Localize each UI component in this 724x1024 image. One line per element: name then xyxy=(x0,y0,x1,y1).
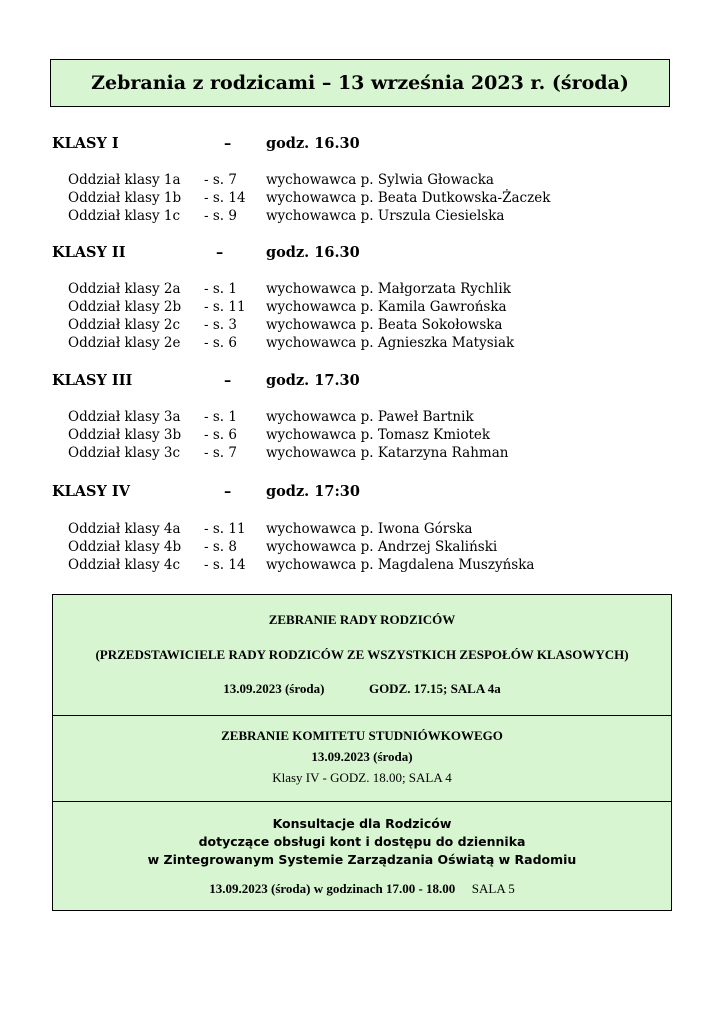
class-name: Oddział klasy 1a xyxy=(68,172,181,188)
teacher: wychowawca p. Beata Sokołowska xyxy=(266,317,503,333)
room: - s. 6 xyxy=(204,335,237,351)
group-dash: – xyxy=(224,372,232,389)
room: - s. 7 xyxy=(204,172,237,188)
room: - s. 8 xyxy=(204,539,237,555)
teacher: wychowawca p. Magdalena Muszyńska xyxy=(266,557,535,573)
teacher: wychowawca p. Katarzyna Rahman xyxy=(266,445,509,461)
class-name: Oddział klasy 4a xyxy=(68,521,181,537)
konsultacje-line-3: w Zintegrowanym Systemie Zarządzania Oświatą w Radomiu xyxy=(147,852,577,867)
room: - s. 7 xyxy=(204,445,237,461)
room: - s. 9 xyxy=(204,208,237,224)
studniowka-date: 13.09.2023 (środa) xyxy=(311,749,413,764)
group-dash: – xyxy=(224,483,232,500)
teacher: wychowawca p. Andrzej Skaliński xyxy=(266,539,498,555)
studniowka-title: ZEBRANIE KOMITETU STUDNIÓWKOWEGO xyxy=(221,728,503,743)
room: - s. 6 xyxy=(204,427,237,443)
rada-title: ZEBRANIE RADY RODZICÓW xyxy=(268,612,456,627)
teacher: wychowawca p. Iwona Górska xyxy=(266,521,473,537)
group-name: KLASY II xyxy=(52,244,126,261)
rada-subtitle: (PRZEDSTAWICIELE RADY RODZICÓW ZE WSZYSTKICH ZESPOŁÓW KLASOWYCH) xyxy=(95,647,629,662)
teacher: wychowawca p. Tomasz Kmiotek xyxy=(266,427,491,443)
class-name: Oddział klasy 4c xyxy=(68,557,181,573)
group-time: godz. 16.30 xyxy=(266,244,360,261)
list-item xyxy=(68,408,474,426)
group-time: godz. 17:30 xyxy=(266,483,360,500)
room: - s. 1 xyxy=(204,409,237,425)
list-item xyxy=(68,189,551,207)
teacher: wychowawca p. Beata Dutkowska-Żaczek xyxy=(266,190,551,206)
teacher: wychowawca p. Kamila Gawrońska xyxy=(266,299,507,315)
class-name: Oddział klasy 3c xyxy=(68,445,181,461)
class-name: Oddział klasy 2a xyxy=(68,281,181,297)
class-name: Oddział klasy 2e xyxy=(68,335,181,351)
rada-time: GODZ. 17.15; SALA 4a xyxy=(368,681,501,696)
group-header-klasy-1 xyxy=(52,134,360,154)
list-item xyxy=(68,520,473,538)
teacher: wychowawca p. Sylwia Głowacka xyxy=(266,172,494,188)
class-name: Oddział klasy 1c xyxy=(68,208,181,224)
group-time: godz. 16.30 xyxy=(266,135,360,152)
list-item xyxy=(68,207,505,225)
list-item xyxy=(68,426,491,444)
group-header-klasy-3 xyxy=(52,371,360,391)
group-time: godz. 17.30 xyxy=(266,372,360,389)
teacher: wychowawca p. Urszula Ciesielska xyxy=(266,208,505,224)
studniowka-box xyxy=(52,715,672,802)
list-item xyxy=(68,334,515,352)
group-name: KLASY III xyxy=(52,372,133,389)
konsultacje-date: 13.09.2023 (środa) w godzinach 17.00 - 18.00 xyxy=(209,881,456,896)
list-item xyxy=(68,444,509,462)
class-name: Oddział klasy 3a xyxy=(68,409,181,425)
list-item xyxy=(68,316,503,334)
teacher: wychowawca p. Paweł Bartnik xyxy=(266,409,474,425)
konsultacje-date-line xyxy=(53,881,671,897)
konsultacje-box xyxy=(52,801,672,911)
list-item xyxy=(68,280,511,298)
class-name: Oddział klasy 4b xyxy=(68,539,182,555)
group-dash: – xyxy=(224,135,232,152)
rada-date-time xyxy=(53,681,671,697)
list-item xyxy=(68,556,535,574)
class-name: Oddział klasy 1b xyxy=(68,190,182,206)
room: - s. 1 xyxy=(204,281,237,297)
page-title: Zebrania z rodzicami – 13 września 2023 r. (środa) xyxy=(50,59,670,107)
teacher: wychowawca p. Małgorzata Rychlik xyxy=(266,281,511,297)
class-name: Oddział klasy 2c xyxy=(68,317,181,333)
teacher: wychowawca p. Agnieszka Matysiak xyxy=(266,335,515,351)
room: - s. 11 xyxy=(204,299,246,315)
group-name: KLASY I xyxy=(52,135,119,152)
konsultacje-sala: SALA 5 xyxy=(471,881,515,896)
list-item xyxy=(68,298,507,316)
list-item xyxy=(68,171,494,189)
studniowka-info: Klasy IV - GODZ. 18.00; SALA 4 xyxy=(272,770,452,785)
class-name: Oddział klasy 2b xyxy=(68,299,182,315)
list-item xyxy=(68,538,498,556)
rada-date: 13.09.2023 (środa) xyxy=(223,681,325,696)
room: - s. 14 xyxy=(204,557,246,573)
room: - s. 3 xyxy=(204,317,237,333)
group-header-klasy-4 xyxy=(52,482,360,502)
group-dash: – xyxy=(216,244,224,261)
group-header-klasy-2 xyxy=(52,243,360,263)
room: - s. 14 xyxy=(204,190,246,206)
konsultacje-line-2: dotyczące obsługi kont i dostępu do dziennika xyxy=(198,834,526,849)
class-name: Oddział klasy 3b xyxy=(68,427,182,443)
konsultacje-line-1: Konsultacje dla Rodziców xyxy=(272,816,452,831)
group-name: KLASY IV xyxy=(52,483,130,500)
rada-rodzicow-box xyxy=(52,594,672,716)
room: - s. 11 xyxy=(204,521,246,537)
